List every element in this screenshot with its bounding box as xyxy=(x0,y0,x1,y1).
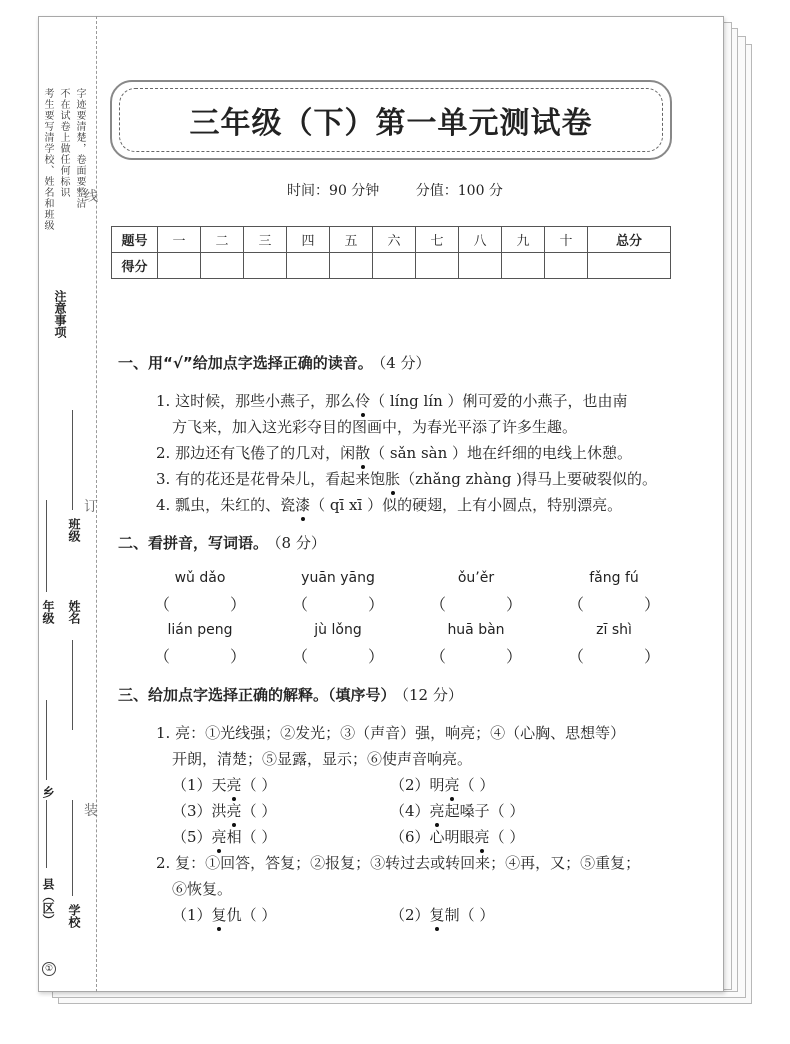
item-post: （ ） xyxy=(241,802,277,820)
pinyin-item[interactable] xyxy=(428,622,524,667)
total-score: 分值：100 分 xyxy=(415,183,503,199)
paren-open: （ xyxy=(430,647,447,666)
paren-close: ） xyxy=(643,595,660,614)
item-pre: （1） xyxy=(172,906,212,924)
col-header: 九 xyxy=(502,227,545,253)
pinyin-text: yuān yāng xyxy=(301,570,375,586)
dotted-char: 复 xyxy=(211,906,227,924)
paren-close: ） xyxy=(643,647,660,666)
pinyin-text: wǔ dǎo xyxy=(174,570,226,586)
s3-q1-item[interactable] xyxy=(390,774,494,795)
pinyin-item[interactable] xyxy=(152,622,248,667)
paren-close: ） xyxy=(367,647,384,666)
item-pre: （3）洪 xyxy=(172,802,227,820)
s1-q2-options: （ sǎn sàn ）地在纤细的电线上休憩。 xyxy=(370,444,633,462)
name-label: 姓名 xyxy=(67,600,81,624)
answer-paren[interactable] xyxy=(566,592,662,615)
s3-q2-def-line2: ⑥恢复。 xyxy=(172,880,233,898)
s1-q3 xyxy=(156,468,657,489)
page-circle-number: ① xyxy=(42,962,56,976)
dotted-char: 胀 xyxy=(385,470,401,488)
school-field[interactable] xyxy=(72,800,73,896)
item-pre: （1）天 xyxy=(172,776,227,794)
title-box xyxy=(119,88,663,152)
answer-paren[interactable] xyxy=(566,644,662,667)
page-title: 三年级（下）第一单元测试卷 xyxy=(189,106,593,141)
dotted-char: 伶 xyxy=(355,392,371,410)
score-table xyxy=(111,226,671,279)
s3-q2-item[interactable] xyxy=(390,904,494,925)
dotted-char: 亮 xyxy=(444,776,460,794)
xiang-label: 乡 xyxy=(41,786,55,798)
score-cell[interactable] xyxy=(244,253,287,279)
s1-q1-text: 1. 这时候，那些小燕子，那么 xyxy=(156,392,356,410)
notice-line-2: 不在试卷上做任何标识 xyxy=(58,88,69,198)
pinyin-item[interactable] xyxy=(152,570,248,615)
pinyin-text: huā bàn xyxy=(447,622,505,638)
paren-close: ） xyxy=(229,647,246,666)
col-header: 六 xyxy=(373,227,416,253)
dotted-char: 亮 xyxy=(429,802,445,820)
paren-open: （ xyxy=(154,595,171,614)
col-header: 四 xyxy=(287,227,330,253)
notice-line-1: 考生要写清学校、姓名和班级 xyxy=(42,88,53,231)
answer-paren[interactable] xyxy=(290,644,386,667)
score-table-header-row xyxy=(112,227,671,253)
col-header: 一 xyxy=(158,227,201,253)
paren-close: ） xyxy=(367,595,384,614)
section1-heading xyxy=(118,352,431,373)
pinyin-item[interactable] xyxy=(428,570,524,615)
s1-q3-text: 3. 有的花还是花骨朵儿，看起来饱 xyxy=(156,470,386,488)
score-cell[interactable] xyxy=(201,253,244,279)
s3-q1-item[interactable] xyxy=(172,826,276,847)
item-post: 制（ ） xyxy=(444,906,495,924)
item-post: （ ） xyxy=(489,828,525,846)
item-pre: （6）心明眼 xyxy=(390,828,475,846)
answer-paren[interactable] xyxy=(428,592,524,615)
paren-close: ） xyxy=(505,595,522,614)
paren-open: （ xyxy=(292,595,309,614)
section2-heading xyxy=(118,532,326,553)
answer-paren[interactable] xyxy=(290,592,386,615)
s3-q1-def-line1: 1. 亮：①光线强；②发光；③（声音）强，响亮；④（心胸、思想等） xyxy=(156,724,626,742)
section1-title: 一、用“√”给加点字选择正确的读音。 xyxy=(118,354,373,372)
s1-q4 xyxy=(156,494,622,515)
col-header: 八 xyxy=(459,227,502,253)
notice-line-3: 字迹要清楚，卷面要整洁 xyxy=(74,88,85,209)
answer-paren[interactable] xyxy=(152,592,248,615)
s3-q1-def-line2: 开朗，清楚；⑤显露，显示；⑥使声音响亮。 xyxy=(172,750,473,768)
section3-title: 三、给加点字选择正确的解释。（填序号） xyxy=(118,686,396,704)
pinyin-item[interactable] xyxy=(290,570,386,615)
paren-open: （ xyxy=(568,647,585,666)
pinyin-item[interactable] xyxy=(566,570,662,615)
s3-q1-item[interactable] xyxy=(390,826,524,847)
section2-title: 二、看拼音，写词语。 xyxy=(118,534,269,552)
score-cell[interactable] xyxy=(158,253,201,279)
paren-close: ） xyxy=(505,647,522,666)
pinyin-text: jù lǒng xyxy=(314,622,362,638)
s3-q2-item[interactable] xyxy=(172,904,276,925)
s1-q3-options: （zhǎng zhàng )得马上要破裂似的。 xyxy=(400,470,658,488)
paren-open: （ xyxy=(292,647,309,666)
paren-open: （ xyxy=(154,647,171,666)
s3-q2-def-line1: 2. 复：①回答，答复；②报复；③转过去或转回来；④再，又；⑤重复； xyxy=(156,854,641,872)
score-cell[interactable] xyxy=(588,253,671,279)
score-cell[interactable] xyxy=(373,253,416,279)
paren-close: ） xyxy=(229,595,246,614)
dotted-char: 亮 xyxy=(226,776,242,794)
pinyin-text: zī shì xyxy=(596,622,632,638)
col-header: 三 xyxy=(244,227,287,253)
dotted-char: 散 xyxy=(355,444,371,462)
item-post: （ ） xyxy=(241,776,277,794)
item-pre: （2） xyxy=(390,906,430,924)
county-field[interactable] xyxy=(46,800,47,868)
s1-q4-text: 4. 瓢虫，朱红的、瓷 xyxy=(156,496,296,514)
dotted-char: 漆 xyxy=(295,496,311,514)
grade-label: 年级 xyxy=(41,600,55,624)
paren-open: （ xyxy=(430,595,447,614)
score-cell[interactable] xyxy=(416,253,459,279)
s3-q1-item[interactable] xyxy=(172,800,276,821)
item-post: （ ） xyxy=(459,776,495,794)
pinyin-text: ǒu’ěr xyxy=(457,570,495,586)
item-post: 仇（ ） xyxy=(226,906,277,924)
mark-xian: 线 xyxy=(84,189,98,205)
pinyin-text: lián peng xyxy=(167,622,233,638)
row-label-question: 题号 xyxy=(112,227,158,253)
time-limit: 时间：90 分钟 xyxy=(287,183,380,199)
col-header: 十 xyxy=(545,227,588,253)
col-header: 七 xyxy=(416,227,459,253)
s1-q1-options: （ líng lín ）俐可爱的小燕子，也由南 xyxy=(370,392,628,410)
name-field[interactable] xyxy=(72,640,73,730)
item-pre: （2）明 xyxy=(390,776,445,794)
xiang-field[interactable] xyxy=(46,700,47,780)
exam-meta xyxy=(0,180,790,200)
score-cell[interactable] xyxy=(459,253,502,279)
grade-field[interactable] xyxy=(46,500,47,592)
dotted-char: 亮 xyxy=(211,828,227,846)
mark-ding: 订 xyxy=(84,499,98,515)
col-header: 五 xyxy=(330,227,373,253)
score-cell[interactable] xyxy=(545,253,588,279)
dotted-char: 复 xyxy=(429,906,445,924)
score-table-score-row xyxy=(112,253,671,279)
item-post: 相（ ） xyxy=(226,828,277,846)
section3-heading xyxy=(118,684,463,705)
section3-points: （12 分） xyxy=(401,686,463,704)
county-label: 县（区） xyxy=(41,878,55,926)
item-pre: （4） xyxy=(390,802,430,820)
s3-q1-item[interactable] xyxy=(390,800,524,821)
score-cell[interactable] xyxy=(502,253,545,279)
s1-q4-options: （ qī xī ）似的硬翅，上有小圆点，特别漂亮。 xyxy=(310,496,623,514)
class-label: 班级 xyxy=(67,518,81,542)
pinyin-item[interactable] xyxy=(290,622,386,667)
s1-q1-line2: 方飞来，加入这光彩夺目的图画中，为春光平添了许多生趣。 xyxy=(172,418,578,436)
s1-q1-line1 xyxy=(156,390,628,411)
pinyin-item[interactable] xyxy=(566,622,662,667)
mark-zhuang: 装 xyxy=(84,803,98,819)
s3-q1-item[interactable] xyxy=(172,774,276,795)
section1-points: （4 分） xyxy=(378,354,431,372)
class-field[interactable] xyxy=(72,410,73,510)
row-label-score: 得分 xyxy=(112,253,158,279)
s1-q2 xyxy=(156,442,632,463)
section2-points: （8 分） xyxy=(274,534,326,552)
dotted-char: 亮 xyxy=(226,802,242,820)
col-header: 二 xyxy=(201,227,244,253)
school-label: 学校 xyxy=(67,904,81,928)
notice-label: 注意事项 xyxy=(53,290,67,338)
s1-q2-text: 2. 那边还有飞倦了的几对，闲 xyxy=(156,444,356,462)
score-cell[interactable] xyxy=(330,253,373,279)
pinyin-text: fǎng fú xyxy=(589,570,639,586)
item-post: 起嗓子（ ） xyxy=(444,802,525,820)
dotted-char: 亮 xyxy=(474,828,490,846)
answer-paren[interactable] xyxy=(152,644,248,667)
score-cell[interactable] xyxy=(287,253,330,279)
col-header-total: 总分 xyxy=(588,227,671,253)
item-pre: （5） xyxy=(172,828,212,846)
answer-paren[interactable] xyxy=(428,644,524,667)
paren-open: （ xyxy=(568,595,585,614)
